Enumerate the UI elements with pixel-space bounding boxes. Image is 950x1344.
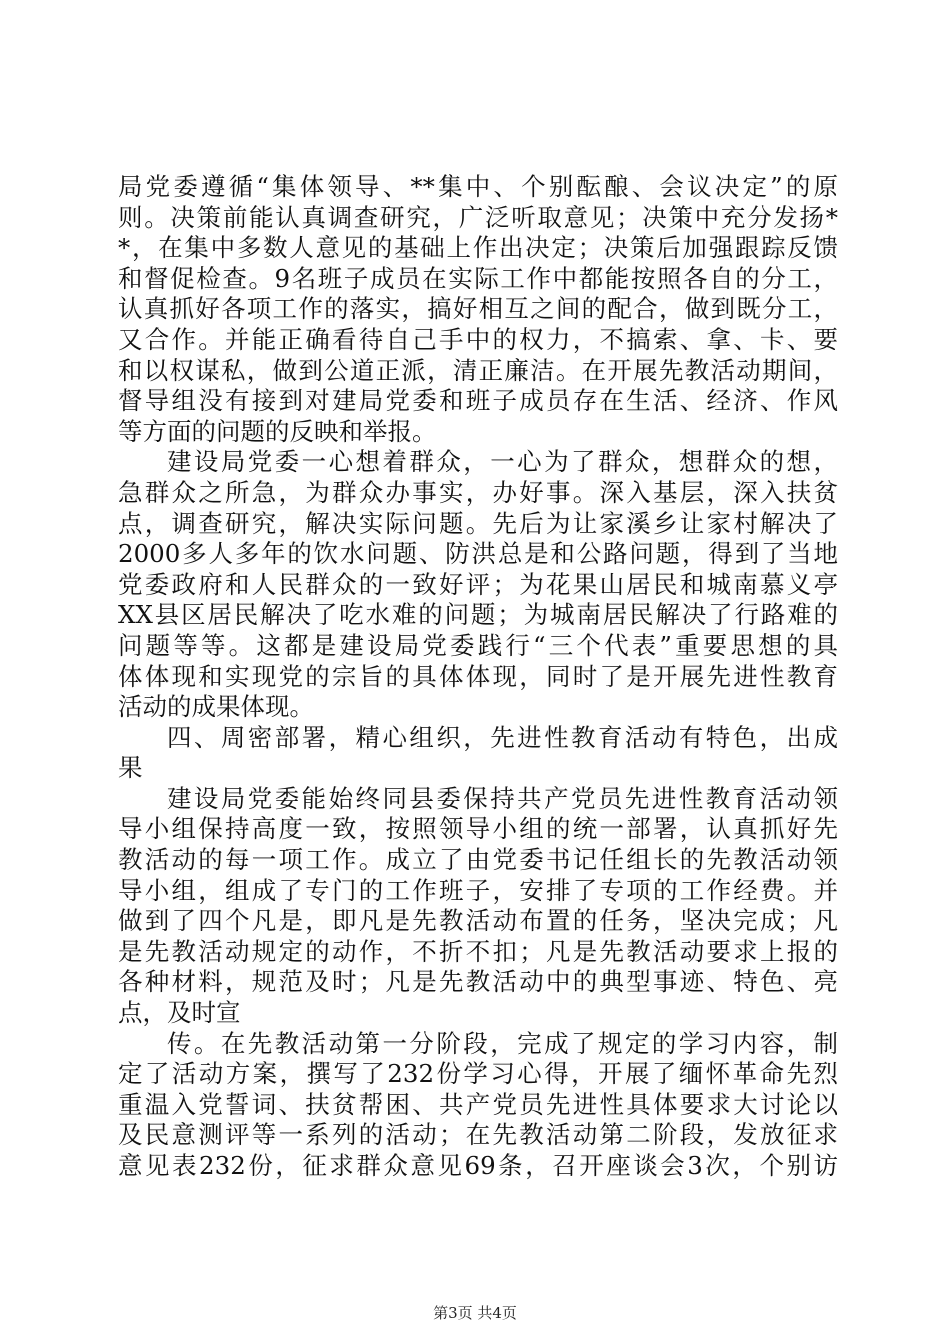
text-line: 2000多人多年的饮水问题、防洪总是和公路问题，得到了当地 bbox=[118, 539, 838, 569]
text-line: 四、周密部署，精心组织，先进性教育活动有特色，出成 bbox=[167, 722, 838, 752]
text-line: 传。在先教活动第一分阶段，完成了规定的学习内容，制 bbox=[167, 1028, 838, 1058]
text-line: 建设局党委能始终同县委保持共产党员先进性教育活动领 bbox=[167, 783, 838, 813]
paragraph bbox=[118, 784, 838, 1029]
text-line: 则。决策前能认真调查研究，广泛听取意见；决策中充分发扬* bbox=[118, 202, 838, 232]
text-line: 果 bbox=[118, 753, 143, 783]
document-body bbox=[118, 172, 838, 1182]
text-line: 认真抓好各项工作的落实，搞好相互之间的配合，做到既分工， bbox=[118, 294, 838, 324]
text-line: 各种材料，规范及时；凡是先教活动中的典型事迹、特色、亮 bbox=[118, 967, 838, 997]
text-line: 是先教活动规定的动作，不折不扣；凡是先教活动要求上报的 bbox=[118, 936, 838, 966]
text-line: *，在集中多数人意见的基础上作出决定；决策后加强跟踪反馈 bbox=[118, 233, 838, 263]
text-line: XX县区居民解决了吃水难的问题；为城南居民解决了行路难的 bbox=[118, 600, 838, 630]
text-line: 点，及时宣 bbox=[118, 998, 241, 1028]
text-line: 局党委遵循“集体领导、**集中、个别酝酿、会议决定”的原 bbox=[118, 172, 838, 201]
text-line: 导小组，组成了专门的工作班子，安排了专项的工作经费。并 bbox=[118, 875, 838, 905]
text-line: 重温入党誓词、扶贫帮困、共产党员先进性具体要求大讨论以 bbox=[118, 1089, 838, 1119]
text-line: 和督促检查。9名班子成员在实际工作中都能按照各自的分工， bbox=[118, 263, 838, 293]
text-line: 体体现和实现党的宗旨的具体体现，同时了是开展先进性教育 bbox=[118, 661, 838, 691]
text-line: 又合作。并能正确看待自己手中的权力，不搞索、拿、卡、要 bbox=[118, 324, 838, 354]
text-line: 教活动的每一项工作。成立了由党委书记任组长的先教活动领 bbox=[118, 845, 838, 875]
text-line: 意见表232份，征求群众意见69条，召开座谈会3次，个别访 bbox=[118, 1151, 838, 1180]
paragraph bbox=[118, 723, 838, 784]
text-line: 及民意测评等一系列的活动；在先教活动第二阶段，发放征求 bbox=[118, 1120, 838, 1150]
page-footer: 第3页 共4页 bbox=[433, 1304, 517, 1322]
text-line: 和以权谋私，做到公道正派，清正廉洁。在开展先教活动期间， bbox=[118, 355, 838, 385]
text-line: 党委政府和人民群众的一致好评；为花果山居民和城南慕义亭 bbox=[118, 569, 838, 599]
text-line: 定了活动方案，撰写了232份学习心得，开展了缅怀革命先烈 bbox=[118, 1059, 838, 1089]
paragraph bbox=[118, 1029, 838, 1182]
text-line: 督导组没有接到对建局党委和班子成员存在生活、经济、作风 bbox=[118, 386, 838, 416]
text-line: 建设局党委一心想着群众，一心为了群众，想群众的想， bbox=[167, 447, 838, 477]
text-line: 问题等等。这都是建设局党委践行“三个代表”重要思想的具 bbox=[118, 630, 838, 660]
text-line: 活动的成果体现。 bbox=[118, 692, 314, 722]
paragraph bbox=[118, 172, 838, 447]
text-line: 等方面的问题的反映和举报。 bbox=[118, 416, 437, 446]
text-line: 急群众之所急，为群众办事实，办好事。深入基层，深入扶贫 bbox=[118, 477, 838, 507]
text-line: 做到了四个凡是，即凡是先教活动布置的任务，坚决完成；凡 bbox=[118, 906, 838, 936]
text-line: 点，调查研究，解决实际问题。先后为让家溪乡让家村解决了 bbox=[118, 508, 838, 538]
text-line: 导小组保持高度一致，按照领导小组的统一部署，认真抓好先 bbox=[118, 814, 838, 844]
paragraph bbox=[118, 447, 838, 722]
